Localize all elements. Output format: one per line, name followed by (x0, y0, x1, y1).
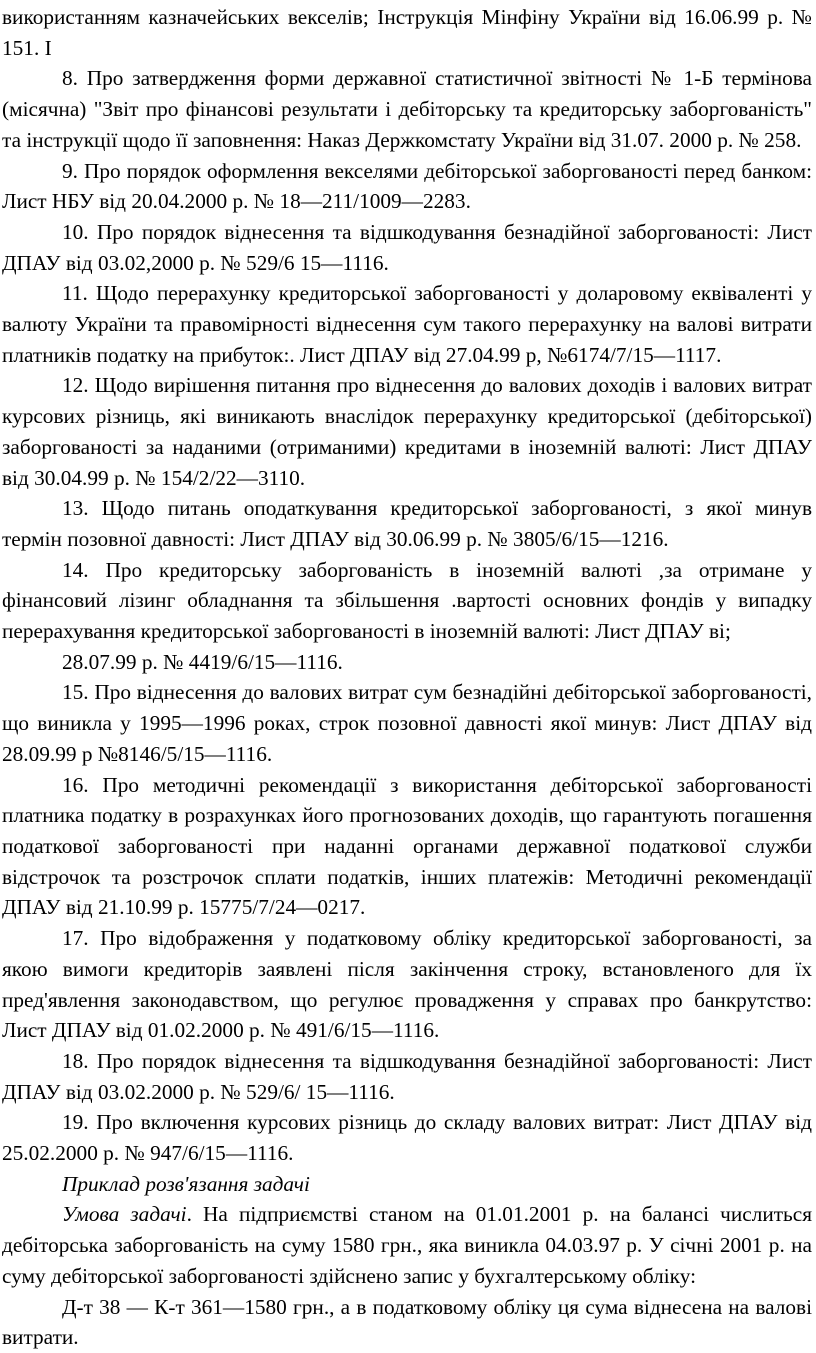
list-item-14: 14. Про кредиторську заборгованість в іноземній валюті ,за отримане у фінансовий лізинг обладнання та збільшення .вартості основних фондів у випадку перерахування кредиторської заборгованості в іноземній валюті: Лист ДПАУ ві; (2, 557, 812, 644)
list-item-17: 17. Про відображення у податковому обліку кредиторської заборгованості, за якою вимоги кредиторів заявлені після закінчення строку, встановленого для їх пред'явлення законодавством, що регулює провадження у справах про банкрутство: Лист ДПАУ від 01.02.2000 р. № 491/6/15—1116. (2, 926, 812, 1043)
list-item-11: 11. Щодо перерахунку кредиторської заборгованості у доларовому еквіваленті у валюту України та правомірності віднесення сум такого перерахунку на валові витрати платників податку на прибуток:. Лист ДПАУ від 27.04.99 р, №6174/7/15—1117. (2, 281, 812, 367)
paragraph-continuation: використанням казначейських векселів; Інструкція Мінфіну України від 16.06.99 р. № 151. І (2, 5, 812, 60)
accounting-entry: Д-т 38 — К-т 361—1580 грн., а в податковому обліку ця сума віднесена на валові витрати. (2, 1294, 812, 1350)
list-item-9: 9. Про порядок оформлення векселями дебіторської заборгованості перед банком: Лист НБУ від 20.04.2000 р. № 18—211/1009—2283. (2, 158, 812, 214)
task-condition (2, 1199, 812, 1291)
list-item-12: 12. Щодо вирішення питання про віднесення до валових доходів і валових витрат курсових різниць, які виникають внаслідок перерахунку кредиторської (дебіторської) заборгованості за наданими (отриманими) кредитами в іноземній валюті: Лист ДПАУ від 30.04.99 р. № 154/2/22—3110. (2, 373, 812, 490)
list-item-8: 8. Про затвердження форми державної статистичної звітності № 1-Б термінова (місячна) "Звіт про фінансові результати і дебіторську та кредиторську заборгованість" та інструкції щодо її заповнення: Наказ Держкомстату України від 31.07. 2000 р. № 258. (2, 66, 812, 152)
list-item-18: 18. Про порядок віднесення та відшкодування безнадійної заборгованості: Лист ДПАУ від 03.02.2000 р. № 529/6/ 15—1116. (2, 1048, 812, 1104)
list-item-10: 10. Про порядок віднесення та відшкодування безнадійної заборгованості: Лист ДПАУ від 03.02,2000 р. № 529/6 15—1116. (2, 219, 812, 275)
list-item-19: 19. Про включення курсових різниць до складу валових витрат: Лист ДПАУ від 25.02.2000 р. № 947/6/15—1116. (2, 1110, 812, 1166)
list-item-15: 15. Про віднесення до валових витрат сум безнадійні дебіторської заборгованості, що виникла у 1995—1996 роках, строк позовної давності якої минув: Лист ДПАУ від 28.09.99 р №8146/5/15—1116. (2, 680, 812, 766)
task-condition-label: Умова задачі (62, 1202, 187, 1227)
list-item-14-continuation: 28.07.99 р. № 4419/6/15—1116. (62, 649, 343, 674)
example-heading: Приклад розв'язання задачі (62, 1171, 310, 1196)
list-item-16: 16. Про методичні рекомендації з використання дебіторської заборгованості платника податку в розрахунках його прогнозованих доходів, що гарантують погашення податкової заборгованості при наданні органами державної податкової служби відстрочок та розстрочок сплати податків, інших платежів: Методичні рекомендації ДПАУ від 21.10.99 р. 15775/7/24—0217. (2, 772, 812, 920)
task-condition-text: . На підприємстві станом на 01.01.2001 р. на балансі числиться дебіторська заборгованість на суму 1580 грн., яка виникла 04.03.97 р. У січні 2001 р. на суму дебіторської заборгованості здійснено запис у бухгалтерському обліку: (2, 1202, 812, 1288)
list-item-13: 13. Щодо питань оподаткування кредиторської заборгованості, з якої минув термін позовної давності: Лист ДПАУ від 30.06.99 р. № 3805/6/15—1216. (2, 496, 812, 551)
